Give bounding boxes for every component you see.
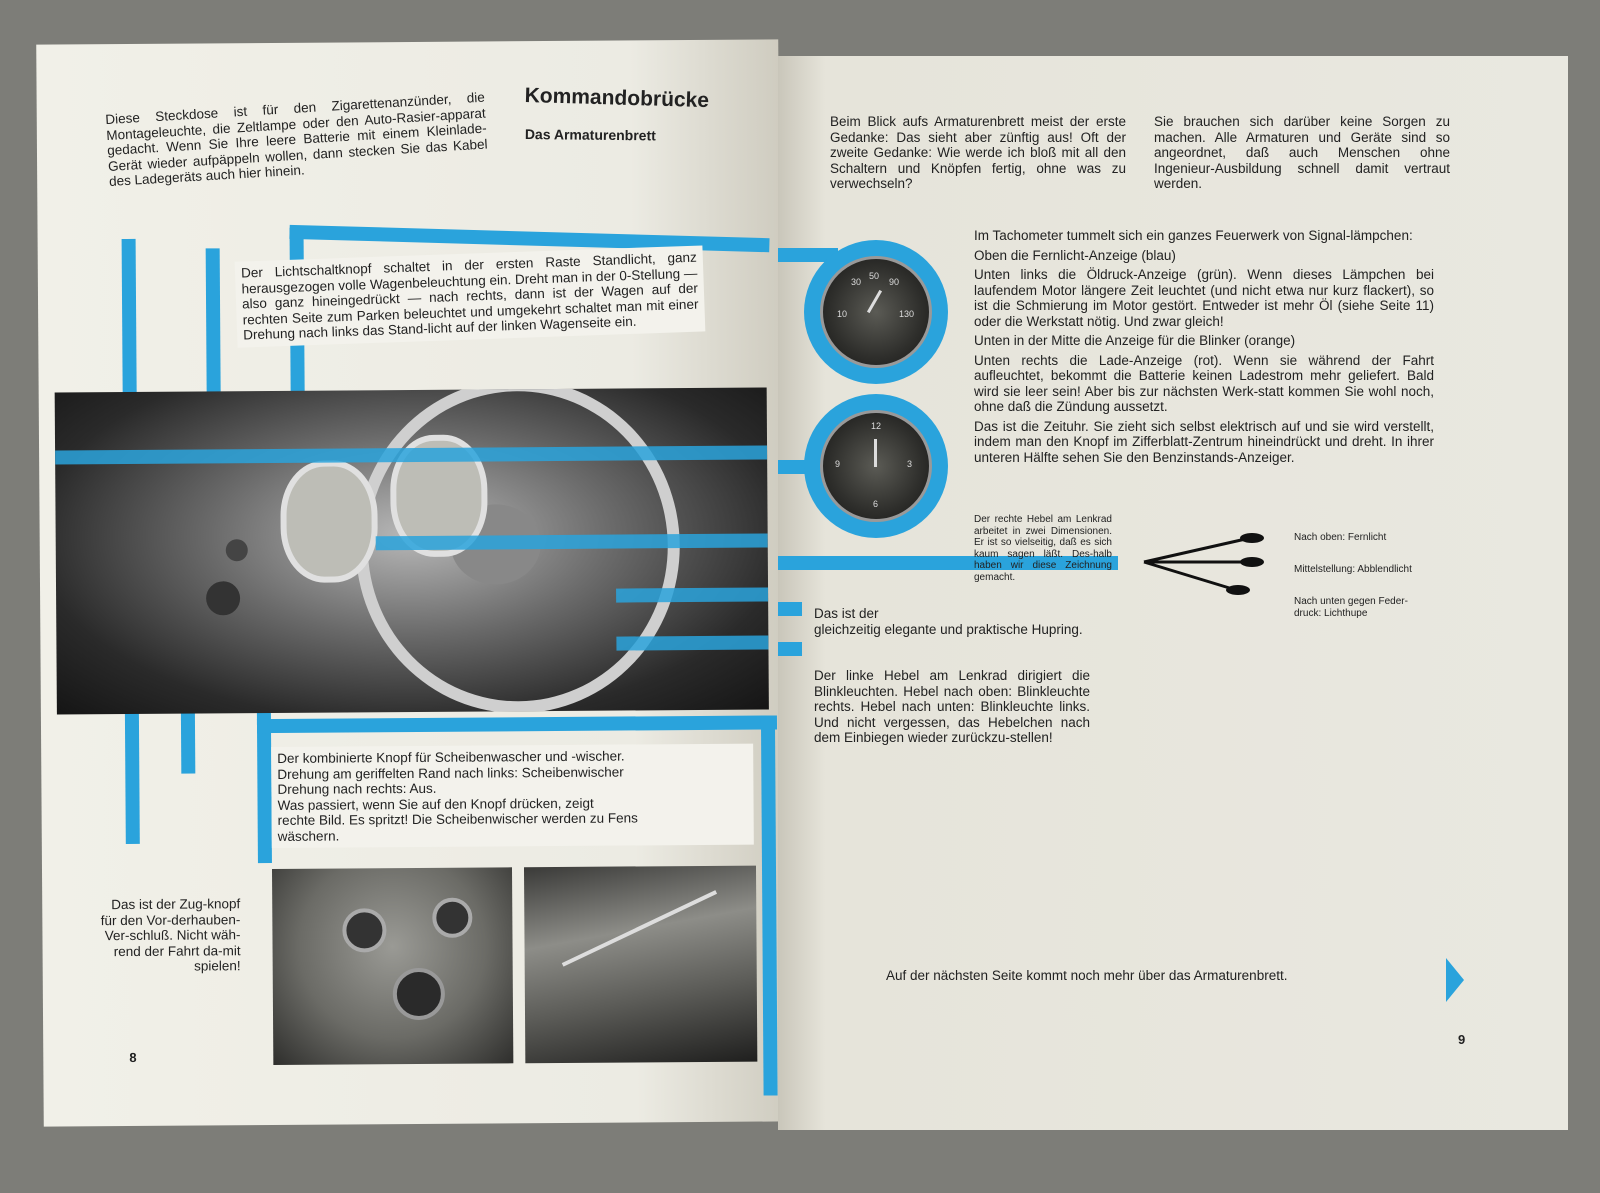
guide-line bbox=[778, 602, 802, 616]
wiper-text: Der kombinierte Knopf für Scheibenwascher und -wischer. Drehung am geriffelten Rand nach links: Scheibenwischer Drehung nach rechts: Aus. Was passiert, wenn Sie auf den Knopf drücken, zeigt rechte Bild. Es spritzt! Die Scheibenwischer werden zu Fens wäschern. bbox=[271, 744, 754, 848]
horn-ring-text: Das ist der gleichzeitig elegante und praktische Hupring. bbox=[814, 606, 1083, 637]
dashboard-photo bbox=[55, 388, 769, 715]
lever-label-down: Nach unten gegen Feder-druck: Lichthupe bbox=[1294, 596, 1408, 619]
speedometer-icon: 30 50 90 10 130 bbox=[820, 256, 932, 368]
guide-line bbox=[257, 715, 777, 733]
knob bbox=[393, 968, 445, 1020]
intro-column-1: Beim Blick aufs Armaturenbrett meist der erste Gedanke: Das sieht aber zünftig aus! Oft der zweite Gedanke: Wie werde ich bloß mit all den Schaltern und Knöpfen fertig, ohne was zu verwechseln? bbox=[830, 114, 1126, 191]
clock-icon: 12 3 6 9 bbox=[820, 410, 932, 522]
photo-overlay-band bbox=[55, 446, 767, 465]
wiper-arm bbox=[562, 890, 717, 967]
left-page bbox=[36, 39, 786, 1126]
photo-overlay-band bbox=[616, 636, 768, 651]
lever-label-up: Nach oben: Fernlicht bbox=[1294, 532, 1387, 543]
next-page-text: Auf der nächsten Seite kommt noch mehr über das Armaturenbrett. bbox=[886, 968, 1288, 983]
tachometer-text: Im Tachometer tummelt sich ein ganzes Feuerwerk von Signal-lämpchen: Oben die Fernlicht-Anzeige (blau) Unten links die Öldruck-Anzeige (grün). Wenn dieses Lämpchen bei laufendem Motor längere Zeit leuchtet (und nicht etwa nur kurz flackert), so ist die Schmierung im Motor gestört. Entweder ist mehr Öl (siehe Seite 11) oder die Werkstatt nötig. Und zwar gleich! Unten in der Mitte die Anzeige für die Blinker (orange) Unten rechts die Lade-Anzeige (rot). Wenn sie während der Fahrt aufleuchtet, bekommt die Batterie keinen Ladestrom mehr geliefert. Bald wird sie leer sein! Aber bis zur nächsten Werk-statt kommen Sie wohl noch, ohne daß die Zündung aussetzt. Das ist die Zeituhr. Sie zieht sich selbst elektrisch auf und sie wird verstellt, indem man den Knopf im Zifferblatt-Zentrum hineindrückt und dreht. In ihrer unteren Hälfte sehen Sie den Benzinstands-Anzeiger. bbox=[974, 228, 1434, 465]
right-page bbox=[778, 56, 1568, 1130]
next-page-arrow-icon[interactable] bbox=[1446, 958, 1464, 1002]
windshield-photo bbox=[524, 866, 757, 1064]
intro-column-2: Sie brauchen sich darüber keine Sorgen zu machen. Alle Armaturen und Geräte sind so angeordnet, daß auch Menschen ohne Ingenieur-Ausbildung schnell damit vertraut werden. bbox=[1154, 114, 1450, 191]
knob bbox=[226, 539, 248, 561]
lever-diagram-icon bbox=[1140, 522, 1270, 602]
knob bbox=[206, 581, 240, 615]
page-subtitle: Das Armaturenbrett bbox=[524, 126, 656, 144]
guide-line bbox=[778, 642, 802, 656]
page-number-left: 8 bbox=[129, 1049, 137, 1065]
lever-label-middle: Mittelstellung: Abblendlicht bbox=[1294, 564, 1412, 575]
knob-photo bbox=[272, 867, 513, 1065]
photo-overlay-band bbox=[616, 588, 768, 603]
hood-pull-text: Das ist der Zug-knopf für den Vor-derhauben-Ver-schluß. Nicht wäh-rend der Fahrt da-mit spielen! bbox=[100, 896, 241, 974]
guide-line bbox=[761, 715, 778, 1095]
right-lever-text: Der rechte Hebel am Lenkrad arbeitet in zwei Dimensionen. Er ist so vielseitig, daß es sich kaum sagen läßt. Des-halb haben wir diese Zeichnung gemacht. bbox=[974, 514, 1112, 583]
photo-overlay-band bbox=[376, 534, 768, 551]
page-number-right: 9 bbox=[1458, 1032, 1466, 1047]
knob bbox=[342, 908, 386, 952]
page-title: Kommandobrücke bbox=[524, 83, 710, 113]
knob bbox=[432, 898, 472, 938]
socket-intro-text: Diese Steckdose ist für den Zigarettenanzünder, die Montageleuchte, die Zeltlampe oder den Auto-Rasier-apparat gedacht. Wenn Sie Ihre leere Batterie mit einem Kleinlade-Gerät wieder aufpäppeln wollen, dann stecken Sie das Kabel des Ladegeräts auch hier hinein. bbox=[104, 89, 488, 189]
left-lever-text: Der linke Hebel am Lenkrad dirigiert die Blinkleuchten. Hebel nach oben: Blinkleuchte rechts. Hebel nach unten: Blinkleuchte links. Und nicht vergessen, das Hebelchen nach dem Einbiegen wieder zurückzu-stellen! bbox=[814, 668, 1090, 745]
light-switch-text: Der Lichtschaltknopf schaltet in der ersten Raste Standlicht, ganz herausgezogen volle Wagenbeleuchtung ein. Dreht man in der 0-Stellung — also ganz hineingedrückt — nach rechts, dann ist der Wagen auf der rechten Seite zum Parken beleuchtet und umgekehrt schaltet man mit einer Drehung nach links das Stand-licht auf der linken Wagenseite ein. bbox=[235, 245, 706, 347]
speedometer-gauge bbox=[280, 460, 378, 583]
